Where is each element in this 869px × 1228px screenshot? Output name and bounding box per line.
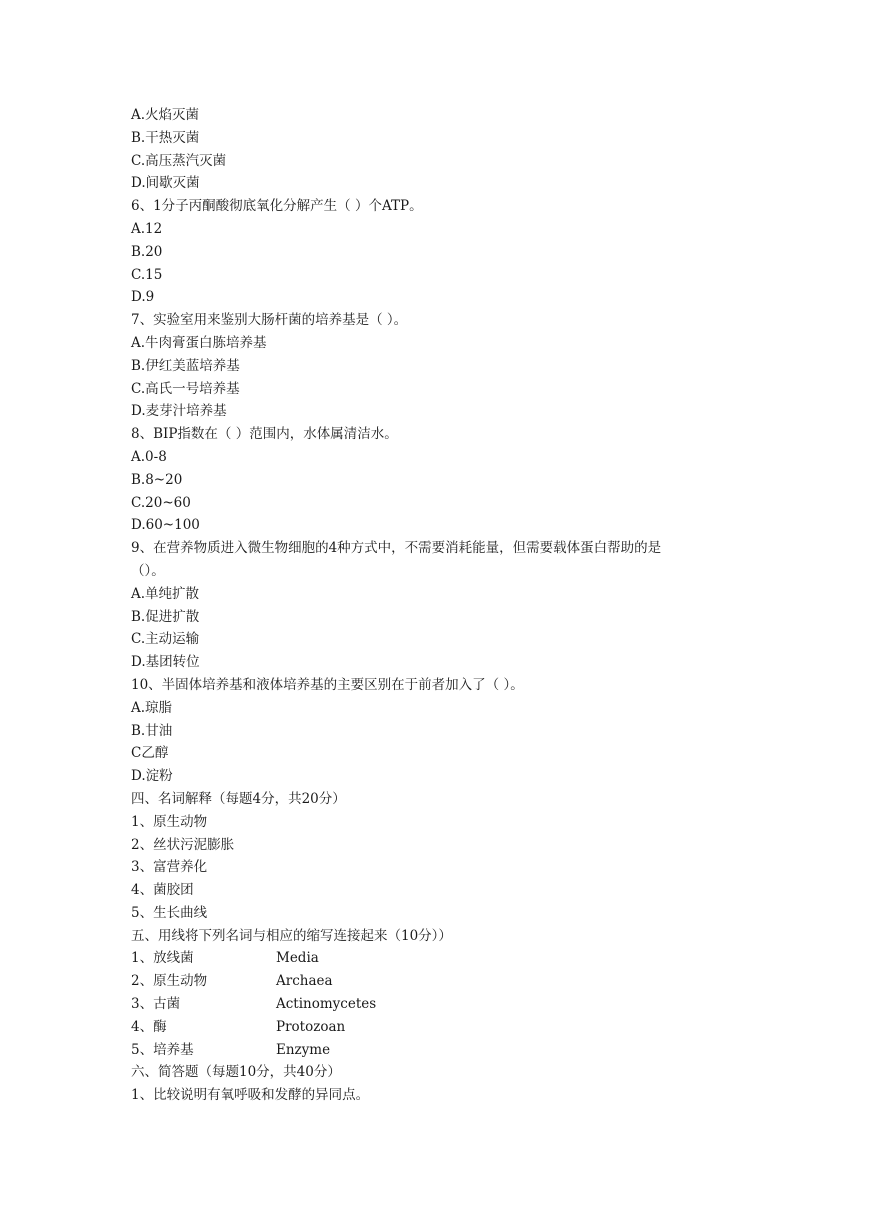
section4-title: 四、名词解释（每题4分，共20分）	[131, 790, 346, 807]
q9-question-line2: （）。	[131, 562, 165, 579]
q7-option-b: B.伊红美蓝培养基	[131, 357, 240, 374]
q10-question: 10、半固体培养基和液体培养基的主要区别在于前者加入了（ ）。	[131, 676, 524, 693]
matching-term: 5、培养基	[131, 1041, 194, 1058]
section4-item: 1、原生动物	[131, 813, 208, 830]
matching-term: 4、酶	[131, 1018, 167, 1035]
section6-item: 1、比较说明有氧呼吸和发酵的异同点。	[131, 1087, 370, 1104]
q8-option-c: C.20~60	[131, 494, 191, 511]
q6-option-d: D.9	[131, 289, 155, 306]
q9-option-a: A.单纯扩散	[131, 585, 200, 602]
matching-abbreviation: Actinomycetes	[276, 996, 377, 1013]
q5-option-c: C.高压蒸汽灭菌	[131, 152, 227, 169]
matching-row	[131, 947, 751, 970]
matching-row	[131, 970, 751, 993]
matching-abbreviation: Protozoan	[276, 1018, 346, 1035]
matching-abbreviation: Media	[276, 950, 319, 967]
q9-option-b: B.促进扩散	[131, 608, 200, 625]
q6-option-a: A.12	[131, 220, 163, 237]
q9-option-c: C.主动运输	[131, 631, 200, 648]
q6-question: 6、1分子丙酮酸彻底氧化分解产生（ ）个ATP。	[131, 198, 423, 215]
q10-option-c: C乙醇	[131, 745, 169, 762]
q9-question-line1: 9、在营养物质进入微生物细胞的4种方式中，不需要消耗能量，但需要载体蛋白帮助的是	[131, 540, 662, 557]
section6-title: 六、简答题（每题10分，共40分）	[131, 1064, 341, 1081]
matching-row	[131, 1016, 751, 1039]
matching-row	[131, 993, 751, 1016]
q7-option-c: C.高氏一号培养基	[131, 380, 240, 397]
q5-option-a: A.火焰灭菌	[131, 107, 200, 123]
section5-title: 五、用线将下列名词与相应的缩写连接起来（10分））	[131, 927, 452, 944]
q10-option-b: B.甘油	[131, 722, 173, 739]
q7-question: 7、实验室用来鉴别大肠杆菌的培养基是（ ）。	[131, 312, 408, 329]
matching-term: 2、原生动物	[131, 973, 208, 990]
document-page	[131, 104, 751, 1107]
q5-option-b: B.干热灭菌	[131, 129, 200, 146]
q5-option-d: D.间歇灭菌	[131, 175, 200, 192]
q10-option-a: A.琼脂	[131, 699, 173, 716]
section4-item: 2、丝状污泥膨胀	[131, 836, 235, 853]
matching-abbreviation: Enzyme	[276, 1041, 331, 1058]
q9-option-d: D.基团转位	[131, 654, 200, 671]
section4-item: 3、富营养化	[131, 859, 208, 876]
matching-row	[131, 1039, 751, 1062]
q8-option-a: A.0-8	[131, 448, 167, 465]
q8-question: 8、BIP指数在（ ）范围内，水体属清洁水。	[131, 426, 398, 443]
q7-option-a: A.牛肉膏蛋白胨培养基	[131, 334, 267, 351]
q8-option-d: D.60~100	[131, 517, 200, 534]
q7-option-d: D.麦芽汁培养基	[131, 403, 227, 420]
q6-option-c: C.15	[131, 266, 163, 283]
q8-option-b: B.8~20	[131, 471, 183, 488]
matching-term: 3、古菌	[131, 996, 181, 1013]
section4-item: 4、菌胶团	[131, 882, 194, 899]
matching-abbreviation: Archaea	[276, 973, 333, 990]
matching-term: 1、放线菌	[131, 950, 194, 967]
q6-option-b: B.20	[131, 243, 163, 260]
section4-item: 5、生长曲线	[131, 904, 208, 921]
q10-option-d: D.淀粉	[131, 768, 173, 785]
